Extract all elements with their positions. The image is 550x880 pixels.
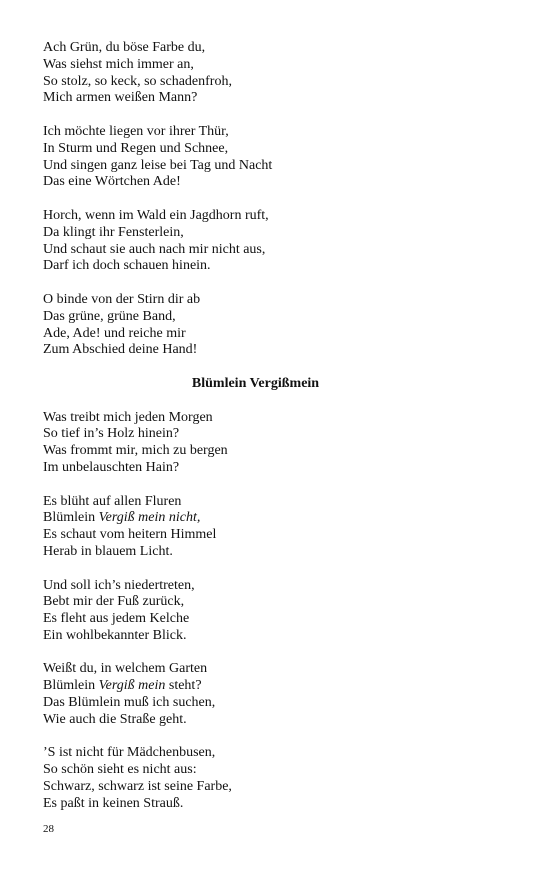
stanza-3: [43, 208, 513, 275]
verse-line: Es fleht aus jedem Kelche: [43, 611, 190, 627]
stanza-7: [43, 578, 513, 645]
verse-line: [43, 678, 513, 695]
verse-line: Ein wohlbekannter Blick.: [43, 627, 187, 643]
verse-line: Und schaut sie auch nach mir nicht aus,: [43, 241, 266, 257]
verse-line: Und singen ganz leise bei Tag und Nacht: [43, 157, 273, 173]
verse-line: Was frommt mir, mich zu bergen: [43, 443, 228, 459]
verse-line: So schön sieht es nicht aus:: [43, 762, 197, 778]
verse-line: Und soll ich’s niedertreten,: [43, 577, 195, 593]
verse-line: Da klingt ihr Fensterlein,: [43, 224, 184, 240]
verse-line: Mich armen weißen Mann?: [43, 90, 198, 106]
stanza-6: [43, 494, 513, 561]
stanza-9: [43, 745, 513, 812]
verse-line: In Sturm und Regen und Schnee,: [43, 140, 229, 156]
stanza-1: [43, 40, 513, 107]
stanza-2: [43, 124, 513, 191]
verse-line: Schwarz, schwarz ist seine Farbe,: [43, 779, 232, 795]
verse-line: Zum Abschied deine Hand!: [43, 342, 198, 358]
verse-line: Herab in blauem Licht.: [43, 543, 173, 559]
stanza-4: [43, 292, 513, 359]
verse-line: Das Blümlein muß ich suchen,: [43, 695, 216, 711]
verse-line: Horch, wenn im Wald ein Jagdhorn ruft,: [43, 207, 269, 223]
italic-flower-name: Vergiß mein: [98, 678, 166, 694]
verse-line: Wie auch die Straße geht.: [43, 711, 187, 727]
verse-line: Ich möchte liegen vor ihrer Thür,: [43, 123, 229, 139]
verse-line: Im unbelauschten Hain?: [43, 459, 180, 475]
verse-line: ’S ist nicht für Mädchenbusen,: [43, 745, 216, 761]
verse-line: Das grüne, grüne Band,: [43, 308, 176, 324]
verse-line: Das eine Wörtchen Ade!: [43, 174, 181, 190]
verse-line: O binde von der Stirn dir ab: [43, 291, 201, 307]
verse-text: Blümlein: [43, 510, 99, 526]
verse-line: Darf ich doch schauen hinein.: [43, 258, 211, 274]
verse-line: So stolz, so keck, so schadenfroh,: [43, 73, 232, 89]
verse-line: Weißt du, in welchem Garten: [43, 661, 208, 677]
verse-text: Blümlein: [43, 678, 99, 694]
verse-line: [43, 510, 513, 527]
page-body: [43, 40, 513, 829]
verse-text: steht?: [165, 678, 202, 694]
poem-title: Blümlein Vergißmein: [191, 375, 320, 391]
stanza-5: [43, 410, 513, 477]
verse-line: Was treibt mich jeden Morgen: [43, 409, 213, 425]
verse-line: Es schaut vom heitern Himmel: [43, 527, 217, 543]
verse-line: Es paßt in keinen Strauß.: [43, 795, 184, 811]
verse-line: Bebt mir der Fuß zurück,: [43, 594, 185, 610]
verse-line: Ade, Ade! und reiche mir: [43, 325, 186, 341]
verse-line: Was siehst mich immer an,: [43, 56, 194, 72]
verse-line: Ach Grün, du böse Farbe du,: [43, 40, 206, 55]
italic-flower-name: Vergiß mein nicht,: [98, 510, 201, 526]
stanza-8: [43, 661, 513, 728]
verse-line: Es blüht auf allen Fluren: [43, 493, 182, 509]
page-number: 28: [43, 823, 54, 835]
verse-line: So tief in’s Holz hinein?: [43, 426, 180, 442]
